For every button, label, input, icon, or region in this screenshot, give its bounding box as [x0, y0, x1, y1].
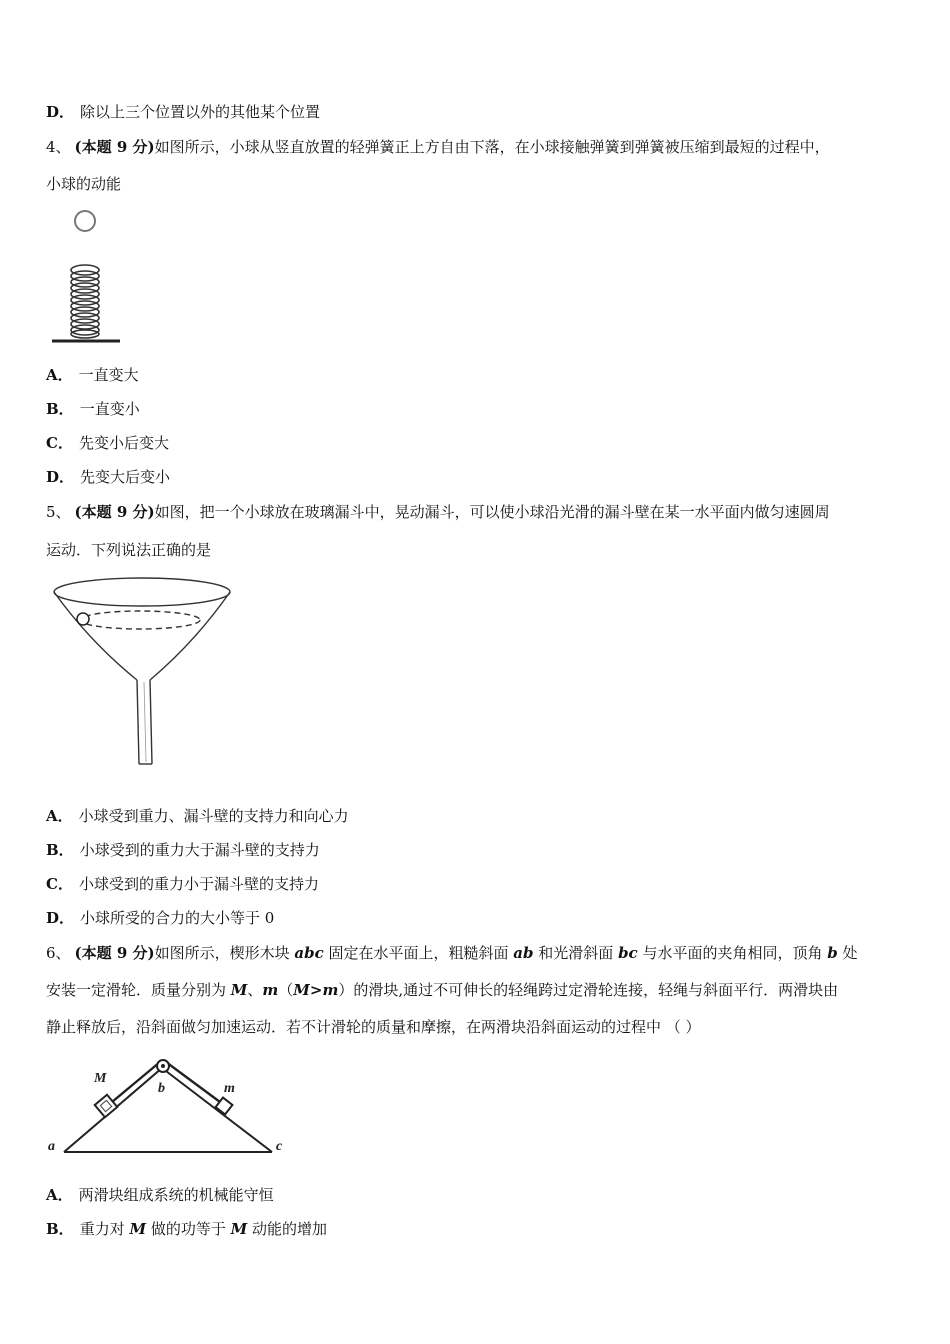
var-M-gt-m: M>m [293, 981, 339, 999]
ball [75, 211, 95, 231]
q6-stem-line3 [46, 1017, 701, 1037]
funnel-figure [50, 572, 240, 772]
option-letter: D． [46, 103, 75, 121]
option-text: 一直变大 [78, 366, 139, 384]
rope-left [112, 1062, 160, 1102]
option-letter: B． [46, 1220, 74, 1238]
option-letter: B． [46, 841, 74, 859]
option-text: 小球受到的重力小于漏斗壁的支持力 [78, 875, 319, 893]
q5-option-a [46, 806, 349, 826]
question-text: 小球的动能 [46, 175, 122, 193]
option-letter: C． [46, 875, 73, 893]
q5-option-b [46, 840, 320, 860]
q4-option-d [46, 467, 170, 487]
q6-option-b [46, 1219, 327, 1239]
question-score: (本题 9 分) [74, 944, 155, 962]
spring-figure [50, 206, 130, 346]
option-letter: A． [46, 366, 73, 384]
option-text: 做的功等于 [146, 1220, 231, 1238]
var-M: M [230, 1220, 248, 1238]
question-text: （ [278, 981, 294, 999]
question-text: 如图所示，小球从竖直放置的轻弹簧正上方自由下落，在小球接触弹簧到弹簧被压缩到最短的过程中， [154, 138, 830, 156]
question-text: 与水平面的夹角相同，顶角 [637, 944, 828, 962]
question-score: (本题 9 分) [74, 138, 155, 156]
var-M: M [129, 1220, 147, 1238]
q4-stem-line2 [46, 174, 121, 194]
q6-stem-line2 [46, 980, 838, 1000]
ball [77, 613, 89, 625]
q6-stem-line1 [46, 943, 858, 963]
funnel-stem-left [137, 680, 139, 764]
option-text: 除以上三个位置以外的其他某个位置 [80, 103, 321, 121]
label-a: a [48, 1139, 55, 1154]
option-text: 先变大后变小 [80, 468, 171, 486]
q3-option-d [46, 102, 320, 122]
option-text: 动能的增加 [247, 1220, 328, 1238]
option-text: 小球受到重力、漏斗壁的支持力和向心力 [78, 807, 349, 825]
question-number: 4、 [46, 138, 71, 156]
q5-stem-line2 [46, 540, 211, 560]
option-letter: A． [46, 807, 73, 825]
question-text: 处 [837, 944, 858, 962]
incline-bc [162, 1068, 272, 1152]
q4-option-b [46, 399, 140, 419]
option-text: 一直变小 [79, 400, 140, 418]
var-abc: abc [294, 944, 324, 962]
option-text: 小球受到的重力大于漏斗壁的支持力 [79, 841, 320, 859]
question-text: 、 [247, 981, 263, 999]
q4-option-a [46, 365, 139, 385]
option-letter: C． [46, 434, 73, 452]
label-c: c [276, 1139, 283, 1154]
q4-stem-line1 [46, 137, 830, 157]
var-bc: bc [618, 944, 638, 962]
var-b: b [827, 944, 838, 962]
question-text: 静止释放后，沿斜面做匀加速运动．若不计滑轮的质量和摩擦，在两滑块沿斜面运动的过程中 （ ） [46, 1018, 701, 1036]
wedge-figure [44, 1050, 294, 1165]
question-text: 如图所示，楔形木块 [154, 944, 295, 962]
funnel-rim [54, 578, 230, 606]
block-M [95, 1095, 118, 1118]
question-text: 固定在水平面上，粗糙斜面 [323, 944, 514, 962]
option-letter: A． [46, 1186, 73, 1204]
option-letter: D． [46, 909, 75, 927]
question-text: 如图，把一个小球放在玻璃漏斗中，晃动漏斗，可以使小球沿光滑的漏斗壁在某一水平面内做匀速圆周 [154, 503, 830, 521]
q5-stem-line1 [46, 502, 830, 522]
q6-option-a [46, 1185, 274, 1205]
question-text: 安装一定滑轮．质量分别为 [46, 981, 231, 999]
funnel-stem-right [150, 680, 152, 764]
orbit-circle [80, 611, 200, 629]
question-number: 5、 [46, 503, 71, 521]
option-text: 先变小后变大 [78, 434, 169, 452]
var-M: M [230, 981, 248, 999]
q5-option-d [46, 908, 274, 928]
question-text: 和光滑斜面 [533, 944, 619, 962]
question-score: (本题 9 分) [74, 503, 155, 521]
question-number: 6、 [46, 944, 71, 962]
rope-right [166, 1062, 220, 1102]
spring [71, 265, 99, 338]
label-b: b [158, 1081, 165, 1096]
q5-option-c [46, 874, 319, 894]
option-letter: B． [46, 400, 74, 418]
var-m: m [262, 981, 279, 999]
question-text: 运动．下列说法正确的是 [46, 541, 212, 559]
question-text: ）的滑块,通过不可伸长的轻绳跨过定滑轮连接，轻绳与斜面平行．两滑块由 [338, 981, 839, 999]
option-text: 小球所受的合力的大小等于 0 [80, 909, 275, 927]
var-ab: ab [513, 944, 534, 962]
label-M: M [94, 1071, 107, 1086]
option-letter: D． [46, 468, 75, 486]
option-text: 两滑块组成系统的机械能守恒 [78, 1186, 274, 1204]
q4-option-c [46, 433, 169, 453]
label-m: m [224, 1081, 235, 1096]
option-text: 重力对 [79, 1220, 130, 1238]
